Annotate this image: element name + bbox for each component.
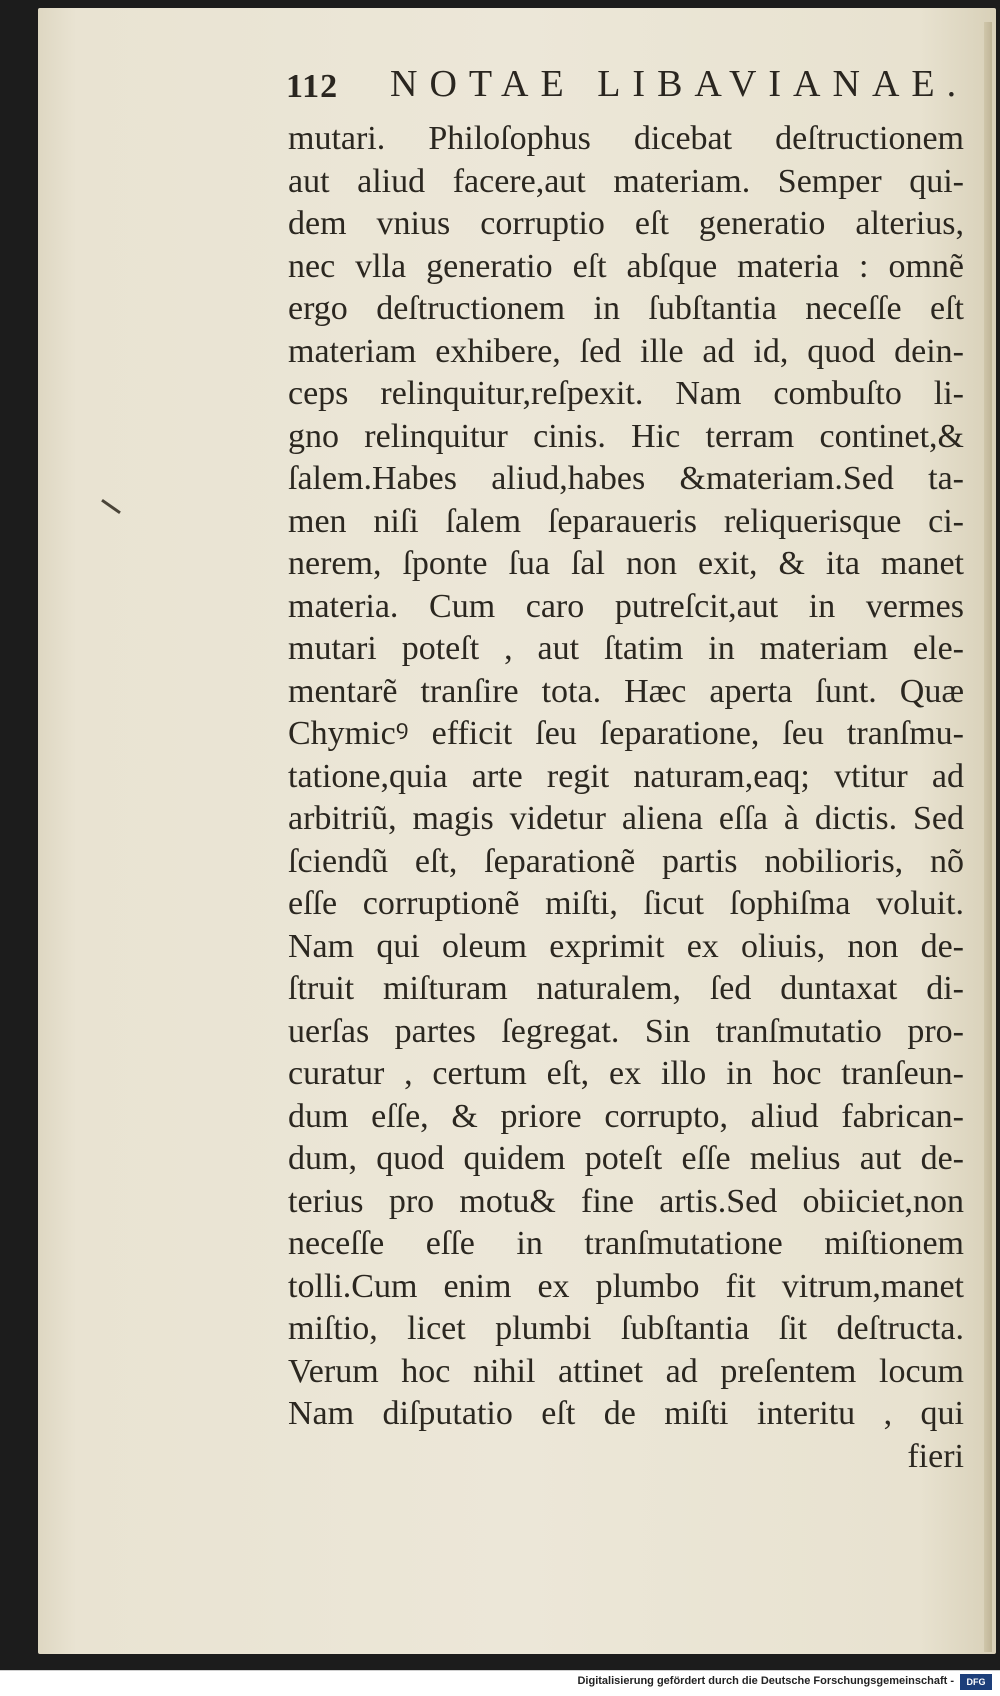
page-number: 112 [286, 68, 339, 105]
text-line: mutari. Philoſophus dicebat deſtructionem [288, 120, 964, 157]
text-line: ſciendũ eſt, ſeparationẽ partis nobilioris, nõ [288, 842, 964, 880]
text-line: gno relinquitur cinis. Hic terram continet,& [288, 417, 964, 455]
text-line: tatione,quia arte regit naturam,eaq; vtitur ad [288, 757, 964, 795]
text-line: miſtio, licet plumbi ſubſtantia ſit deſtructa. [288, 1310, 964, 1347]
text-line: nerem, ſponte ſua ſal non exit, & ita manet [288, 545, 964, 582]
text-line: Nam qui oleum exprimit ex oliuis, non de- [288, 927, 964, 965]
text-line: terius pro motu& fine artis.Sed obiiciet,non [288, 1182, 964, 1220]
text-line: nec vlla generatio eſt abſque materia : omnẽ [288, 247, 964, 285]
text-line: ſtruit miſturam naturalem, ſed duntaxat di- [288, 970, 964, 1007]
text-line: curatur , certum eſt, ex illo in hoc tranſeun- [288, 1055, 964, 1092]
text-line: materiam exhibere, ſed ille ad id, quod dein- [288, 332, 964, 370]
text-line: dum eſſe, & priore corrupto, aliud fabrican- [288, 1097, 964, 1135]
text-line: ſalem.Habes aliud,habes &materiam.Sed ta- [288, 460, 964, 497]
text-line: mentarẽ tranſire tota. Hæc aperta ſunt. Quæ [288, 672, 964, 710]
text-line: eſſe corruptionẽ miſti, ſicut ſophiſma voluit. [288, 885, 964, 922]
text-line: dem vnius corruptio eſt generatio alterius, [288, 205, 964, 242]
digitization-note: Digitalisierung gefördert durch die Deutsche Forschungsgemeinschaft - [577, 1675, 954, 1687]
text-line: materia. Cum caro putreſcit,aut in vermes [288, 587, 964, 625]
text-line: Chymicꝰ efficit ſeu ſeparatione, ſeu tranſmu- [288, 715, 964, 752]
text-line: Nam diſputatio eſt de miſti interitu , qui [288, 1395, 964, 1432]
text-line: uerſas partes ſegregat. Sin tranſmutatio pro- [288, 1012, 964, 1050]
page-header [286, 62, 976, 112]
page-edge [984, 22, 992, 1652]
text-line: tolli.Cum enim ex plumbo fit vitrum,manet [288, 1267, 964, 1305]
text-line: dum, quod quidem poteſt eſſe melius aut de- [288, 1140, 964, 1177]
text-line: mutari poteſt , aut ſtatim in materiam ele- [288, 630, 964, 667]
running-title: NOTAE LIBAVIANAE. [390, 63, 969, 105]
body-text [288, 118, 964, 1478]
footer-bar [0, 1670, 1000, 1696]
text-line: fieri [907, 1437, 964, 1475]
text-line: ergo deſtructionem in ſubſtantia neceſſe eſt [288, 290, 964, 327]
text-line: men niſi ſalem ſeparaueris reliquerisque ci- [288, 502, 964, 540]
text-line: arbitriũ, magis videtur aliena eſſa à dictis. Sed [288, 800, 964, 837]
text-line: ceps relinquitur,reſpexit. Nam combuſto li- [288, 375, 964, 412]
text-line: neceſſe eſſe in tranſmutatione miſtionem [288, 1225, 964, 1262]
text-line: Verum hoc nihil attinet ad preſentem locum [288, 1352, 964, 1390]
text-line: aut aliud facere,aut materiam. Semper qui- [288, 162, 964, 200]
dfg-logo: DFG [960, 1674, 992, 1690]
